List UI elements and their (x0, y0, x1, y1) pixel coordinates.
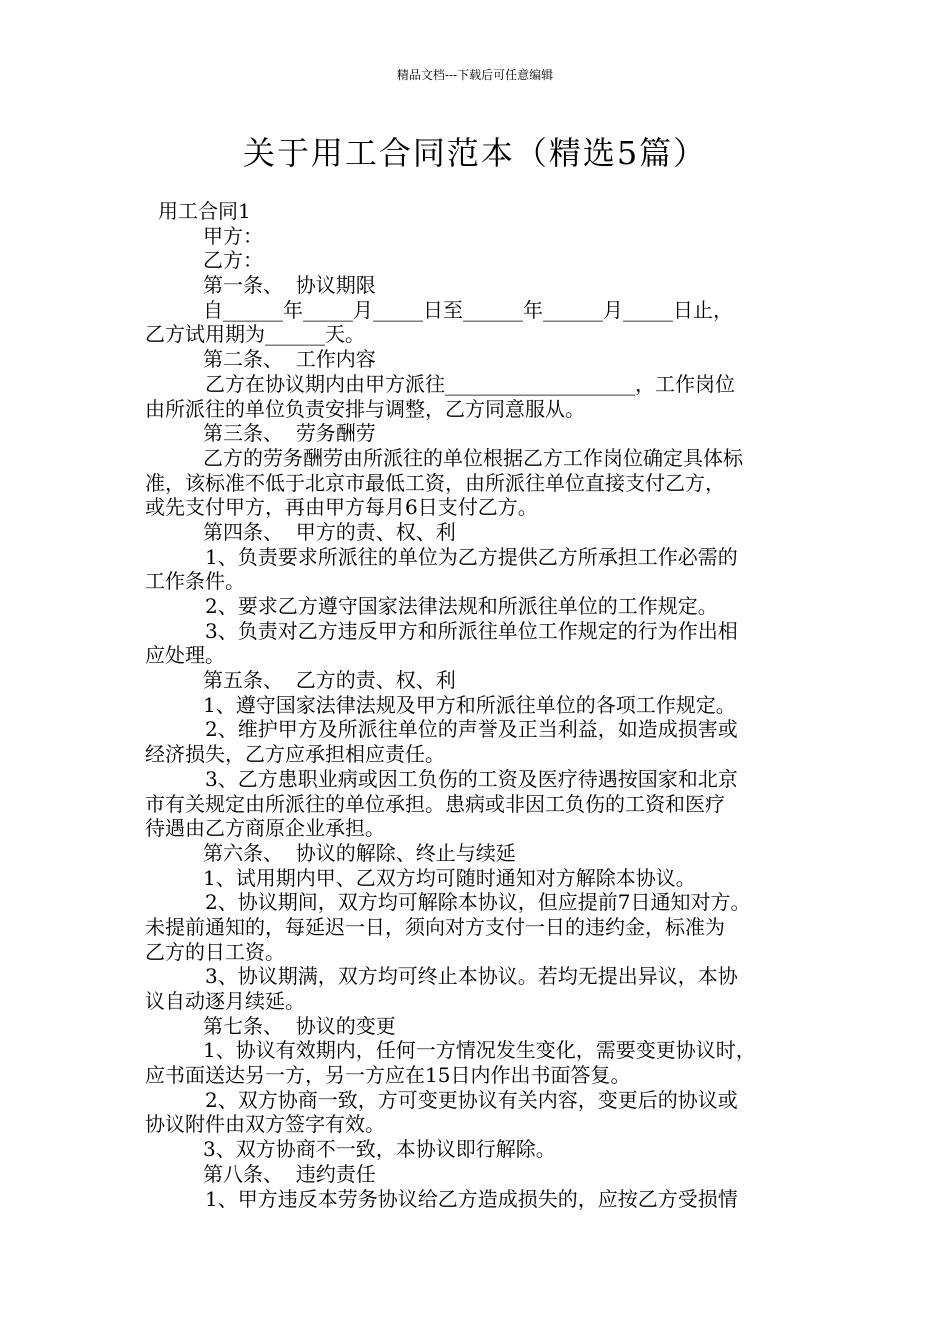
text-line: 协议附件由双方签字有效。 (145, 1112, 385, 1137)
text-line: 乙方： (203, 248, 263, 273)
text-line: 工作条件。 (145, 569, 245, 594)
text-line: 第五条、 乙方的责、权、利 (203, 668, 456, 693)
text-line: 第一条、 协议期限 (203, 273, 376, 298)
text-line: 1、遵守国家法律法规及甲方和所派往单位的各项工作规定。 (203, 692, 736, 717)
text-line: 3、负责对乙方违反甲方和所派往单位工作规定的行为作出相 (205, 618, 738, 643)
text-line: 3、双方协商不一致，本协议即行解除。 (203, 1137, 556, 1162)
text-line: 2、要求乙方遵守国家法律法规和所派往单位的工作规定。 (205, 594, 718, 618)
text-line: 应处理。 (145, 643, 225, 668)
text-line: 乙方的劳务酬劳由所派往的单位根据乙方工作岗位确定具体标 (203, 445, 743, 470)
text-line: 未提前通知的，每延迟一日，须向对方支付一日的违约金，标准为 (145, 914, 725, 939)
text-line: 1、协议有效期内，任何一方情况发生变化，需要变更协议时， (203, 1038, 756, 1063)
text-line: 乙方的日工资。 (145, 939, 285, 964)
text-line: 第六条、 协议的解除、终止与续延 (203, 840, 516, 865)
text-line: 1、试用期内甲、乙双方均可随时通知对方解除本协议。 (203, 865, 696, 890)
text-line: 或先支付甲方，再由甲方每月6日支付乙方。 (145, 495, 538, 520)
text-line: 3、乙方患职业病或因工负伤的工资及医疗待遇按国家和北京 (205, 766, 738, 791)
text-line: 应书面送达另一方，另一方应在15日内作出书面答复。 (145, 1063, 631, 1088)
text-line: 议自动逐月续延。 (145, 989, 305, 1013)
text-line: 准，该标准不低于北京市最低工资，由所派往单位直接支付乙方， (145, 470, 725, 495)
text-line: 2、双方协商一致，方可变更协议有关内容，变更后的协议或 (205, 1087, 738, 1112)
text-line: 第七条、 协议的变更 (203, 1013, 396, 1038)
text-line: 乙方在协议期内由甲方派往___________________，工作岗位 (205, 371, 735, 396)
text-line: 自______年_____月_____日至______年______月_____日止， (203, 297, 733, 322)
text-line: 市有关规定由所派往的单位承担。患病或非因工负伤的工资和医疗 (145, 791, 725, 816)
text-line: 1、甲方违反本劳务协议给乙方造成损失的，应按乙方受损情 (205, 1186, 738, 1211)
text-line: 经济损失，乙方应承担相应责任。 (145, 742, 445, 767)
text-line: 第八条、 违约责任 (203, 1161, 376, 1186)
text-line: 甲方： (203, 223, 263, 248)
text-line: 3、协议期满，双方均可终止本协议。若均无提出异议，本协 (205, 964, 738, 989)
document-body (145, 199, 815, 1211)
text-line: 用工合同1 (158, 199, 251, 223)
text-line: 第四条、 甲方的责、权、利 (203, 519, 456, 544)
text-line: 第三条、 劳务酬劳 (203, 421, 376, 446)
text-line: 2、维护甲方及所派往单位的声誉及正当利益，如造成损害或 (205, 717, 738, 742)
text-line: 待遇由乙方商原企业承担。 (145, 816, 385, 841)
text-line: 1、负责要求所派往的单位为乙方提供乙方所承担工作必需的 (205, 544, 738, 569)
page-header: 精品文档---下载后可任意编辑 (396, 68, 554, 82)
document-title: 关于用工合同范本（精选5篇） (242, 134, 708, 172)
text-line: 第二条、 工作内容 (203, 347, 376, 372)
text-line: 由所派往的单位负责安排与调整，乙方同意服从。 (145, 396, 585, 421)
text-line: 乙方试用期为______天。 (145, 322, 365, 347)
text-line: 2、协议期间，双方均可解除本协议，但应提前7日通知对方。 (205, 890, 751, 915)
